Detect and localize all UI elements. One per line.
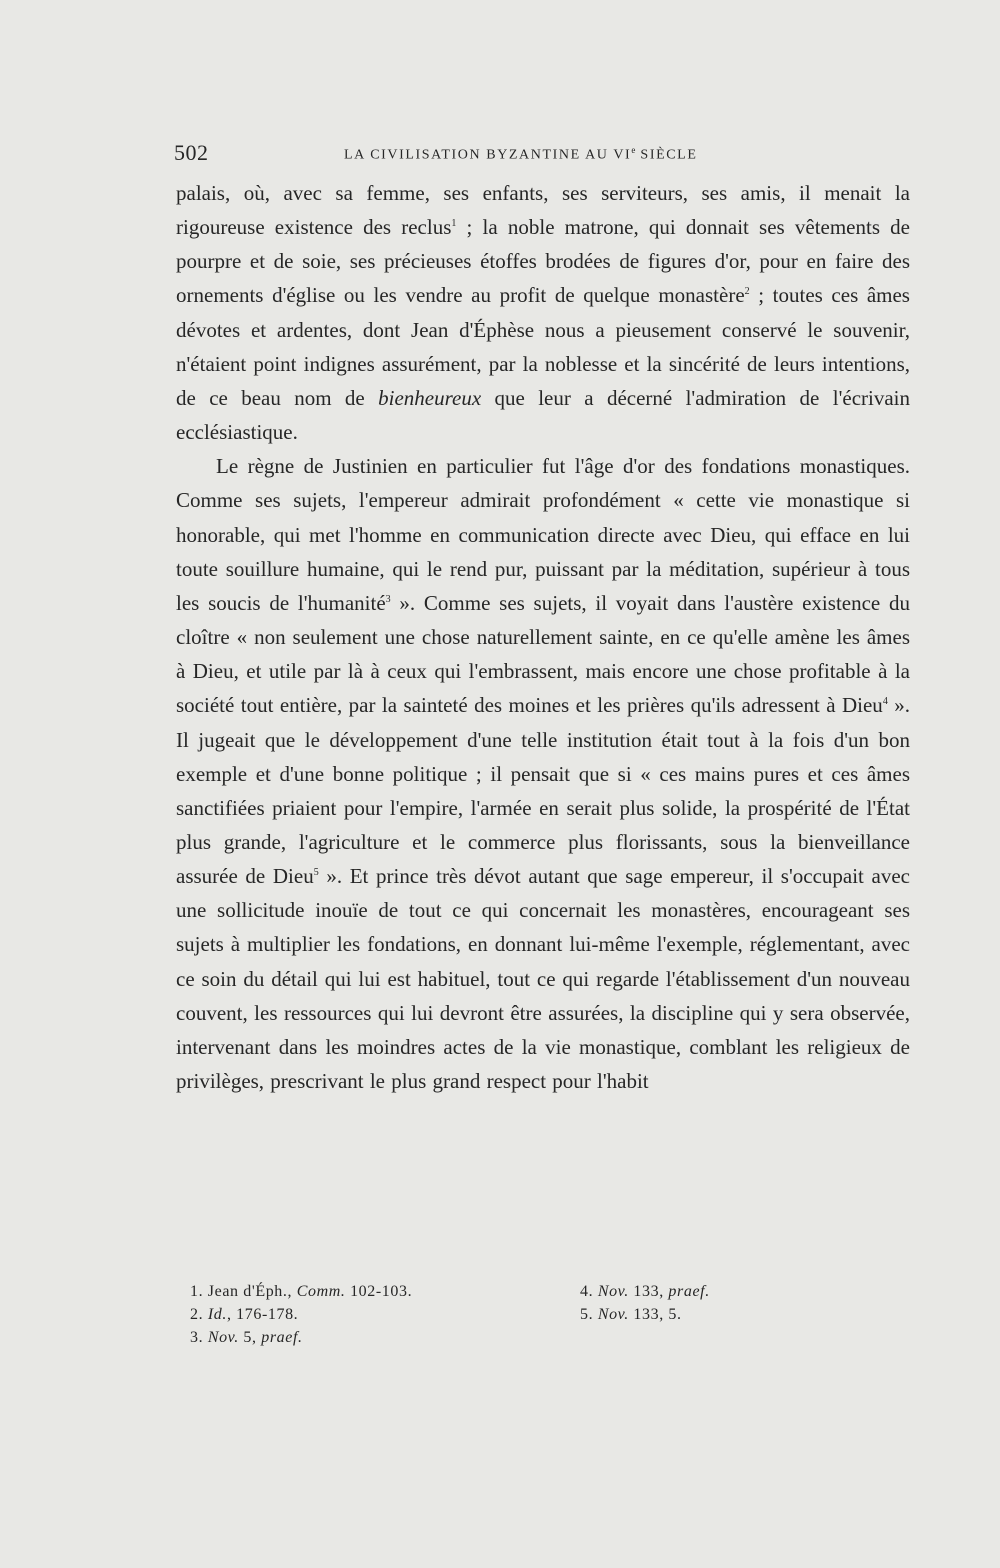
italic-term: bienheureux <box>378 385 482 410</box>
footnote-ref-3: 3 <box>385 593 391 605</box>
footnote-number: 1. <box>190 1283 204 1300</box>
footnotes <box>190 1280 770 1360</box>
footnote-number: 4. <box>580 1283 594 1300</box>
footnote-text: Jean d'Éph., <box>203 1283 297 1300</box>
footnote-ref-5: 5 <box>313 867 319 879</box>
page-number: 502 <box>174 140 209 165</box>
running-head-superscript: e <box>631 145 636 155</box>
footnotes-right-column <box>580 1280 710 1326</box>
paragraph-2 <box>176 449 910 1098</box>
footnote-italic: Nov. <box>597 1283 629 1300</box>
footnote-italic: Nov. <box>207 1329 239 1346</box>
footnote-italic: Id. <box>207 1306 227 1323</box>
footnote-text: 5, <box>238 1329 262 1346</box>
footnote-ref-2: 2 <box>744 286 750 298</box>
running-head <box>344 145 697 164</box>
paragraph-1 <box>176 176 910 449</box>
footnote-number: 3. <box>190 1329 204 1346</box>
footnote-4 <box>580 1280 710 1303</box>
footnote-text: , 176-178. <box>226 1306 299 1323</box>
text-run: ; toutes ces âmes dévotes et ardentes, dont Jean d'Éphèse nous a pieusement conservé le souvenir, n'étaient point indignes assurément, par la noblesse et la sincérité de leurs intentions, de ce beau nom de <box>176 283 910 410</box>
text-run: ». Et prince très dévot autant que sage empereur, il s'occupait avec une sollicitude inouïe de tout ce qui concernait les monastères, encourageant ses sujets à multiplier les fondations, en donnant lui-même l'exemple, réglementant, avec ce soin du détail qui lui est habituel, tout ce qui regarde l'établissement d'un nouveau couvent, les ressources qui lui devront être assurées, la discipline qui y sera observée, intervenant dans les moindres actes de la vie monastique, comblant les religieux de privilèges, prescrivant le plus grand respect pour l'habit <box>176 864 910 1094</box>
running-head-text-end: SIÈCLE <box>635 147 698 163</box>
text-run: ». Comme ses sujets, il voyait dans l'austère existence du cloître « non seulement une chose naturellement sainte, en ce qu'elle amène les âmes à Dieu, et utile par là à ceux qui l'embrassent, mais encore une chose profitable à la société tout entière, par la sainteté des moines et les prières qu'ils adressent à Dieu <box>176 590 910 718</box>
text-run: ; la noble matrone, qui donnait ses vêtements de pourpre et de soie, ses précieuses étoffes brodées de figures d'or, pour en faire des ornements d'église ou les vendre au profit de quelque monastère <box>176 215 910 308</box>
footnote-2 <box>190 1303 412 1326</box>
footnote-italic: praef. <box>261 1329 303 1346</box>
footnote-1 <box>190 1280 412 1303</box>
footnote-italic: Comm. <box>296 1283 346 1300</box>
text-run: ». Il jugeait que le développement d'une telle institution était tout à la fois d'un bon exemple et d'une bonne politique ; il pensait que si « ces mains pures et ces âmes sanctifiées priaient pour l'empire, l'armée en serait plus solide, la prospérité de l'État plus grande, l'agriculture et le commerce plus florissants, sous la bienveillance assurée de Dieu <box>176 693 911 889</box>
main-text <box>176 176 910 1098</box>
footnote-italic: Nov. <box>597 1306 629 1323</box>
footnote-italic: praef. <box>668 1283 710 1300</box>
footnotes-left-column <box>190 1280 412 1349</box>
footnote-text: 133, <box>628 1283 669 1300</box>
footnote-3 <box>190 1326 412 1349</box>
footnote-number: 5. <box>580 1306 594 1323</box>
running-head-text: LA CIVILISATION BYZANTINE AU VI <box>344 147 632 163</box>
page-header <box>174 140 910 170</box>
text-run: que leur a décerné l'admiration de l'écrivain ecclésiastique. <box>176 385 910 445</box>
footnote-text: 102-103. <box>345 1283 413 1300</box>
footnote-5 <box>580 1303 710 1326</box>
footnote-ref-1: 1 <box>451 218 457 230</box>
footnote-ref-4: 4 <box>882 696 888 708</box>
footnote-text: 133, 5. <box>628 1306 682 1323</box>
text-run: palais, où, avec sa femme, ses enfants, ses serviteurs, ses amis, il menait la rigoureuse existence des reclus <box>176 181 910 240</box>
footnote-number: 2. <box>190 1306 204 1323</box>
text-run: Le règne de Justinien en particulier fut l'âge d'or des fondations monastiques. Comme ses sujets, l'empereur admirait profondément « cette vie monastique si honorable, qui met l'homme en communication directe avec Dieu, qui efface en lui toute souillure humaine, qui le rend pur, puissant par la méditation, supérieur à tous les soucis de l'humanité <box>176 454 910 615</box>
